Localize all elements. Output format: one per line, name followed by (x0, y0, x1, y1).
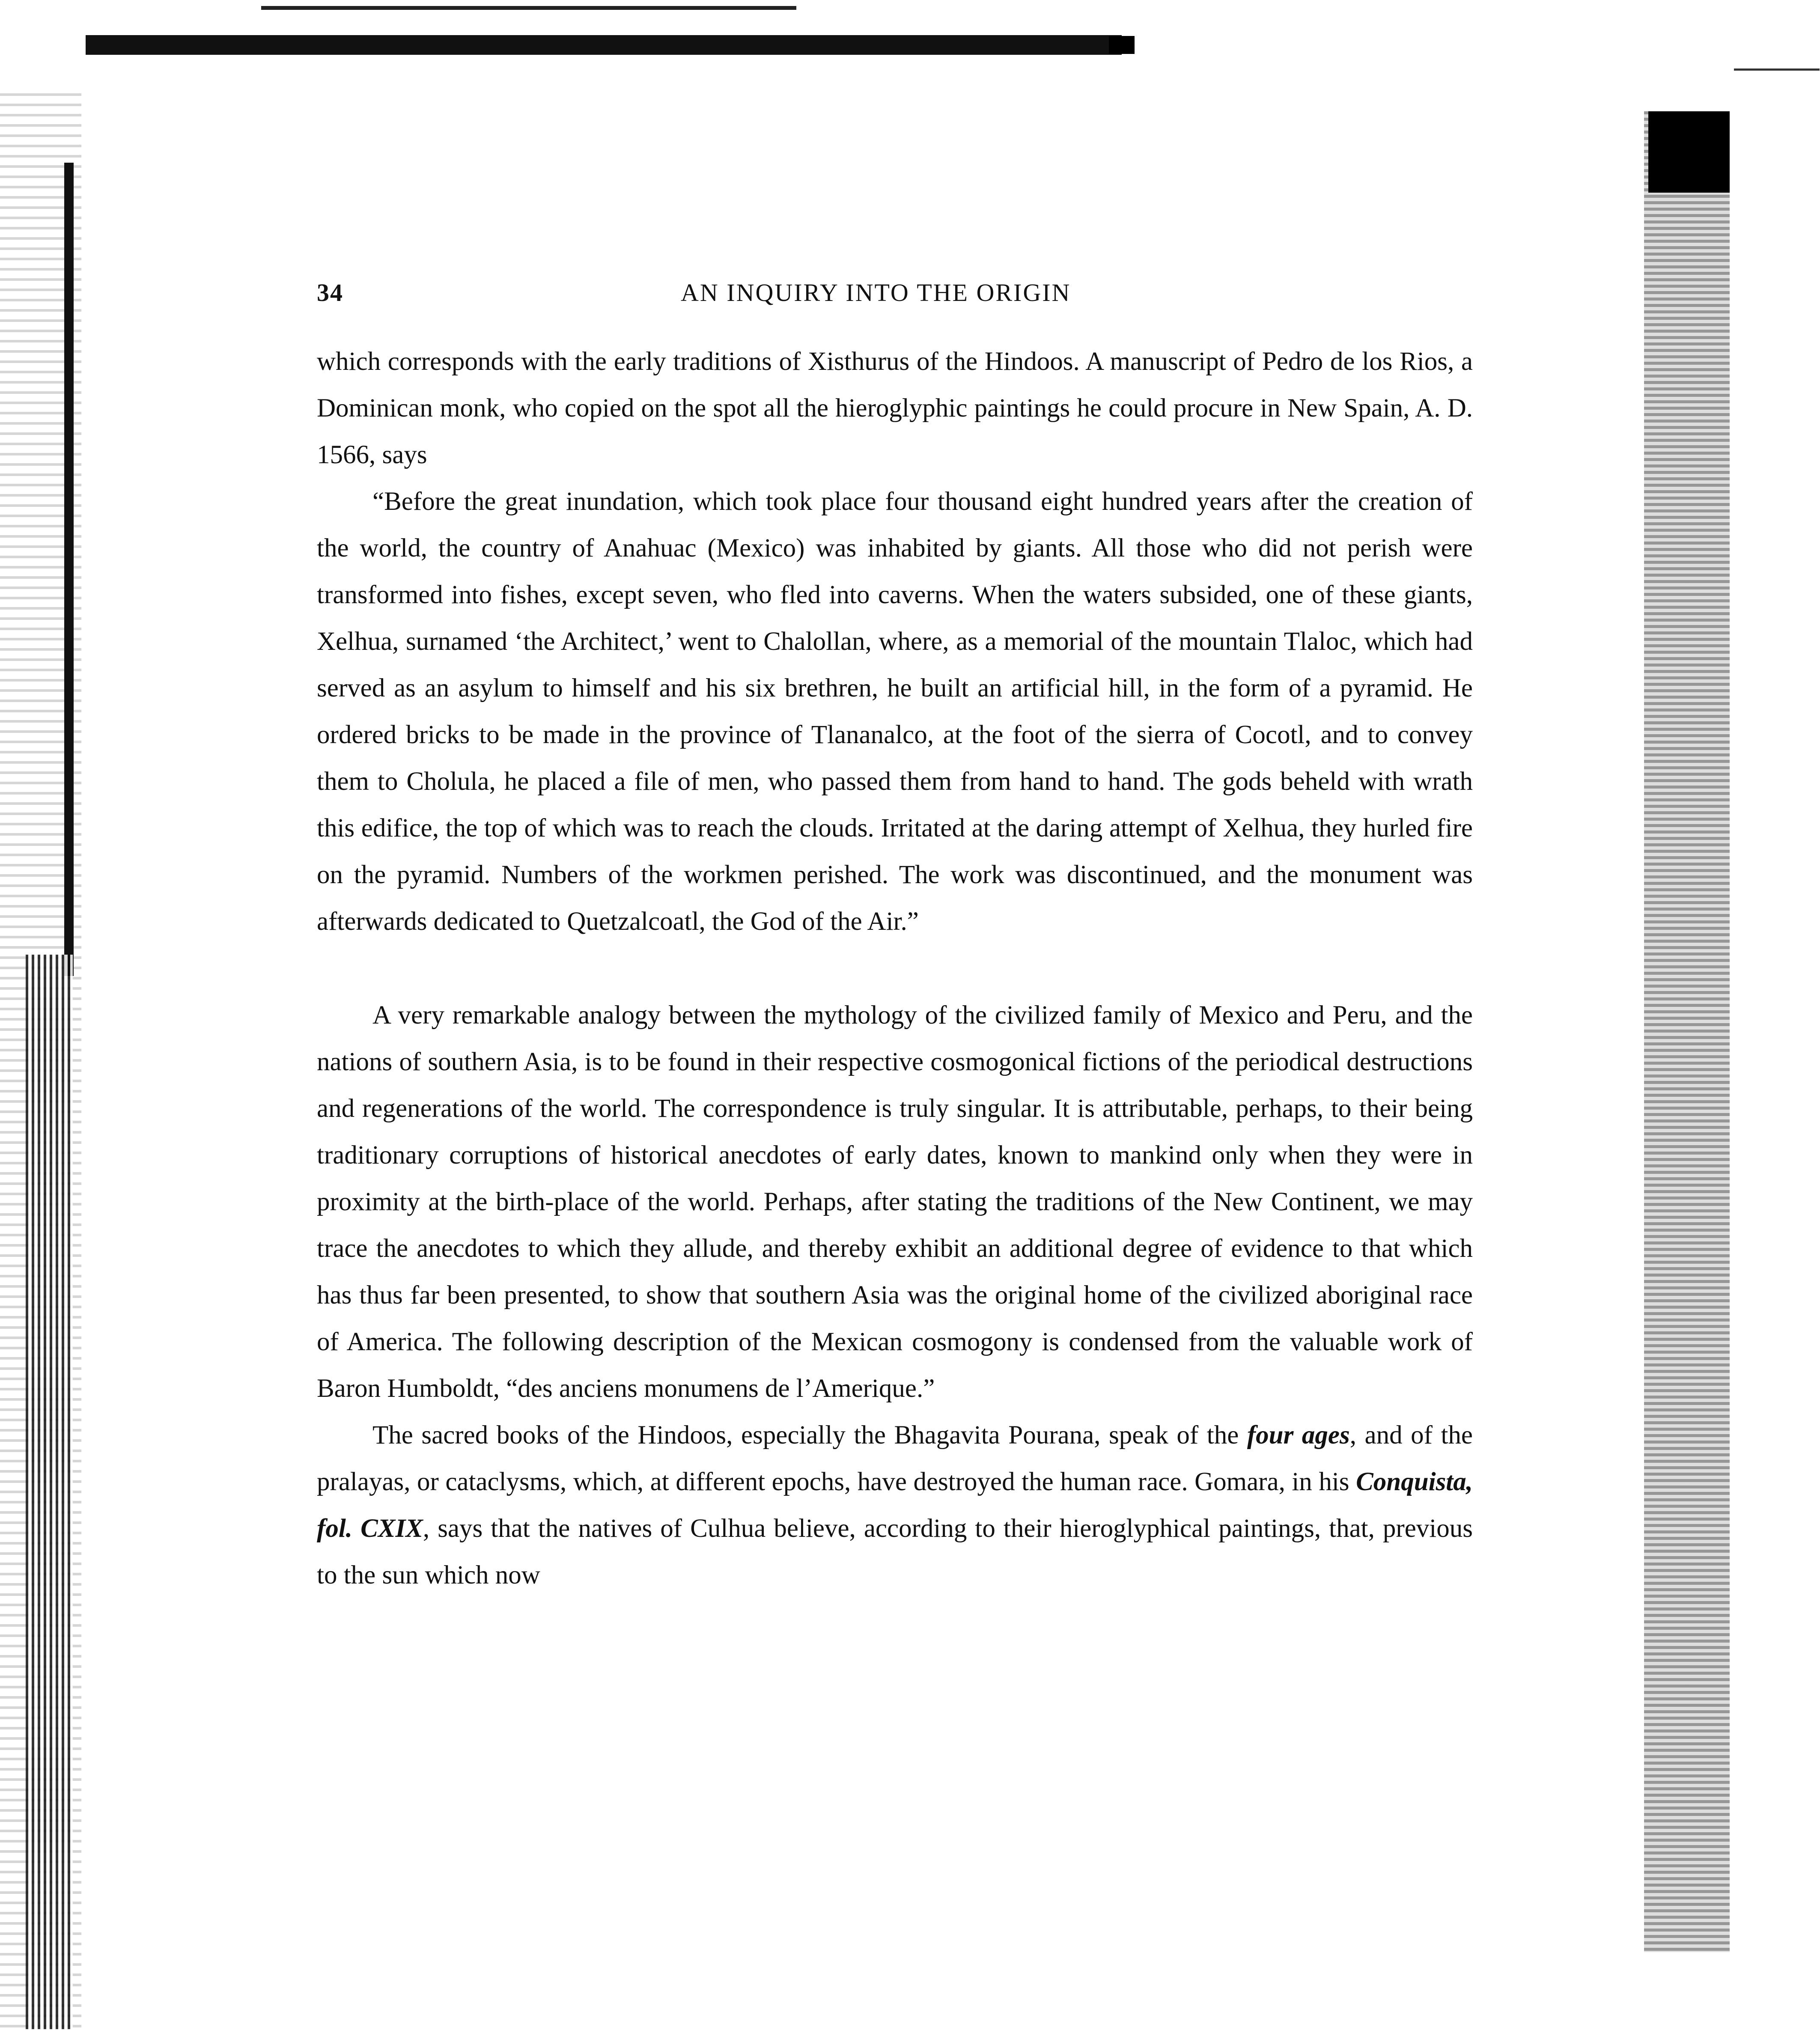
scan-artifact-left-rule (64, 163, 74, 976)
paragraph-analogy: A very remarkable analogy between the mythology of the civilized family of Mexico and Peru, and the nations of southern Asia, is to be found in their respective cosmogonical fictions of the periodical destructions and regenerations of the world. The correspondence is truly singular. It is attributable, perhaps, to their being traditionary corruptions of historical anecdotes of early dates, known to mankind only when they were in proximity at the birth-place of the world. Perhaps, after stating the traditions of the New Continent, we may trace the anecdotes to which they allude, and thereby exhibit an additional degree of evidence to that which has thus far been presented, to show that southern Asia was the original home of the civilized aboriginal race of America. The following description of the Mexican cosmogony is condensed from the valuable work of Baron Humboldt, “des anciens monumens de l’Amerique.” (317, 1001, 1473, 1403)
scan-artifact-top-line (261, 6, 796, 10)
paragraph-sacred-books-text-1: The sacred books of the Hindoos, especially the Bhagavita Pourana, speak of the (372, 1421, 1239, 1450)
scan-artifact-left-rule-lower (26, 955, 73, 2029)
page-number: 34 (317, 279, 343, 307)
paragraph-sacred-books-text-3: , says that the natives of Culhua believe, according to their hieroglyphical paintings, that, previous to the sun which now (317, 1514, 1473, 1589)
paragraph-continuation: which corresponds with the early traditions of Xisthurus of the Hindoos. A manuscript of Pedro de los Rios, a Dominican monk, who copied on the spot all the hieroglyphic paintings he could procure in New Spain, A. D. 1566, says (317, 347, 1473, 469)
body-text (317, 338, 1473, 1598)
scan-artifact-top-block (1109, 36, 1135, 54)
paragraph-quotation: “Before the great inundation, which took place four thousand eight hundred years after the creation of the world, the country of Anahuac (Mexico) was inhabited by giants. All those who did not perish were transformed into fishes, except seven, who fled into caverns. When the waters subsided, one of these giants, Xelhua, surnamed ‘the Architect,’ went to Chalollan, where, as a memorial of the mountain Tlaloc, which had served as an asylum to himself and his six brethren, he built an artificial hill, in the form of a pyramid. He ordered bricks to be made in the province of Tlananalco, at the foot of the sierra of Cocotl, and to convey them to Cholula, he placed a file of men, who passed them from hand to hand. The gods beheld with wrath this edifice, the top of which was to reach the clouds. Irritated at the daring attempt of Xelhua, they hurled fire on the pyramid. Numbers of the workmen perished. The work was discontinued, and the monument was afterwards dedicated to Quetzalcoatl, the God of the Air.” (317, 487, 1473, 936)
section-gap (317, 945, 1473, 992)
scan-artifact-right-dark (1648, 111, 1730, 193)
scan-artifact-top-bar (86, 35, 1122, 55)
page-header (317, 278, 1473, 317)
conquista-italic: Conquista, fol. CXIX (317, 1467, 1473, 1543)
paragraph-sacred-books-text-2: , and of the pralayas, or cataclysms, which, at different epochs, have destroyed the human race. Gomara, in his (317, 1421, 1473, 1496)
paragraph-sacred-books (317, 1412, 1473, 1598)
four-ages-italic: four ages (1247, 1421, 1350, 1450)
scan-artifact-right-edge (1644, 111, 1730, 1952)
running-head: AN INQUIRY INTO THE ORIGIN (681, 279, 1071, 307)
scan-artifact-corner-line (1734, 68, 1820, 71)
